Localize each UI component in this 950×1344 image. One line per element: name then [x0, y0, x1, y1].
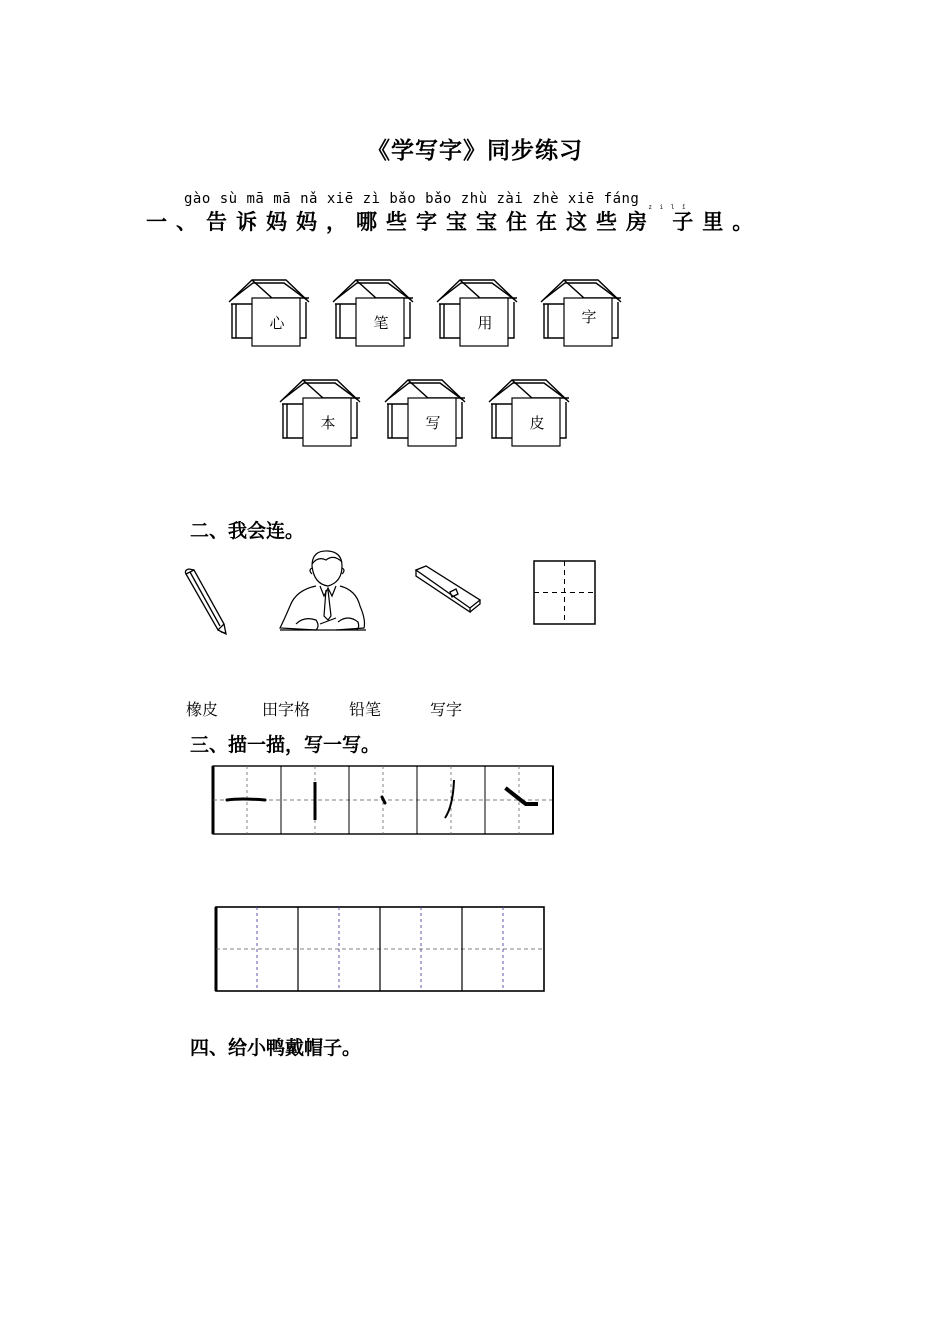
label-write: 写字	[430, 700, 463, 719]
q4-heading: 四、给小鸭戴帽子。	[190, 1037, 362, 1059]
house-char: 写	[425, 414, 441, 432]
label-eraser: 橡皮	[186, 700, 219, 719]
house-char: 本	[320, 414, 336, 432]
house-char: 心	[269, 314, 285, 332]
house-char: 笔	[373, 314, 389, 332]
tian-grid-icon	[533, 560, 597, 626]
stroke-3	[382, 797, 385, 803]
stroke-1	[227, 799, 265, 800]
boy-writing-icon	[276, 546, 368, 636]
house-char: 用	[477, 314, 493, 332]
house-7	[488, 376, 570, 446]
q3-heading: 三、描一描，写一写。	[190, 734, 381, 756]
stroke-5	[505, 788, 538, 804]
house-4	[540, 276, 622, 346]
house-1	[228, 276, 310, 346]
house-char: 字	[581, 308, 597, 326]
house-2	[332, 276, 414, 346]
house-5	[279, 376, 361, 446]
practice-grid	[214, 905, 546, 993]
pencil-icon	[180, 566, 232, 636]
stroke-trace-grid	[211, 764, 555, 836]
q2-heading: 二、我会连。	[190, 520, 305, 542]
house-6	[384, 376, 466, 446]
eraser-icon	[412, 562, 484, 614]
page-title: 《学写字》同步练习	[367, 137, 583, 164]
stroke-4	[445, 780, 454, 818]
label-tian-grid: 田字格	[262, 700, 311, 719]
q1-pinyin-small: z i l ǐ	[648, 204, 688, 211]
label-pencil: 铅笔	[349, 700, 382, 719]
house-char: 皮	[529, 414, 545, 432]
house-3	[436, 276, 518, 346]
q1-heading: 一、告诉妈妈，哪些字宝宝住在这些房 子里。	[146, 209, 763, 234]
q1-pinyin-main: gào sù mā mā nǎ xiē zì bǎo bǎo zhù zài zhè xiē fáng	[184, 191, 640, 207]
